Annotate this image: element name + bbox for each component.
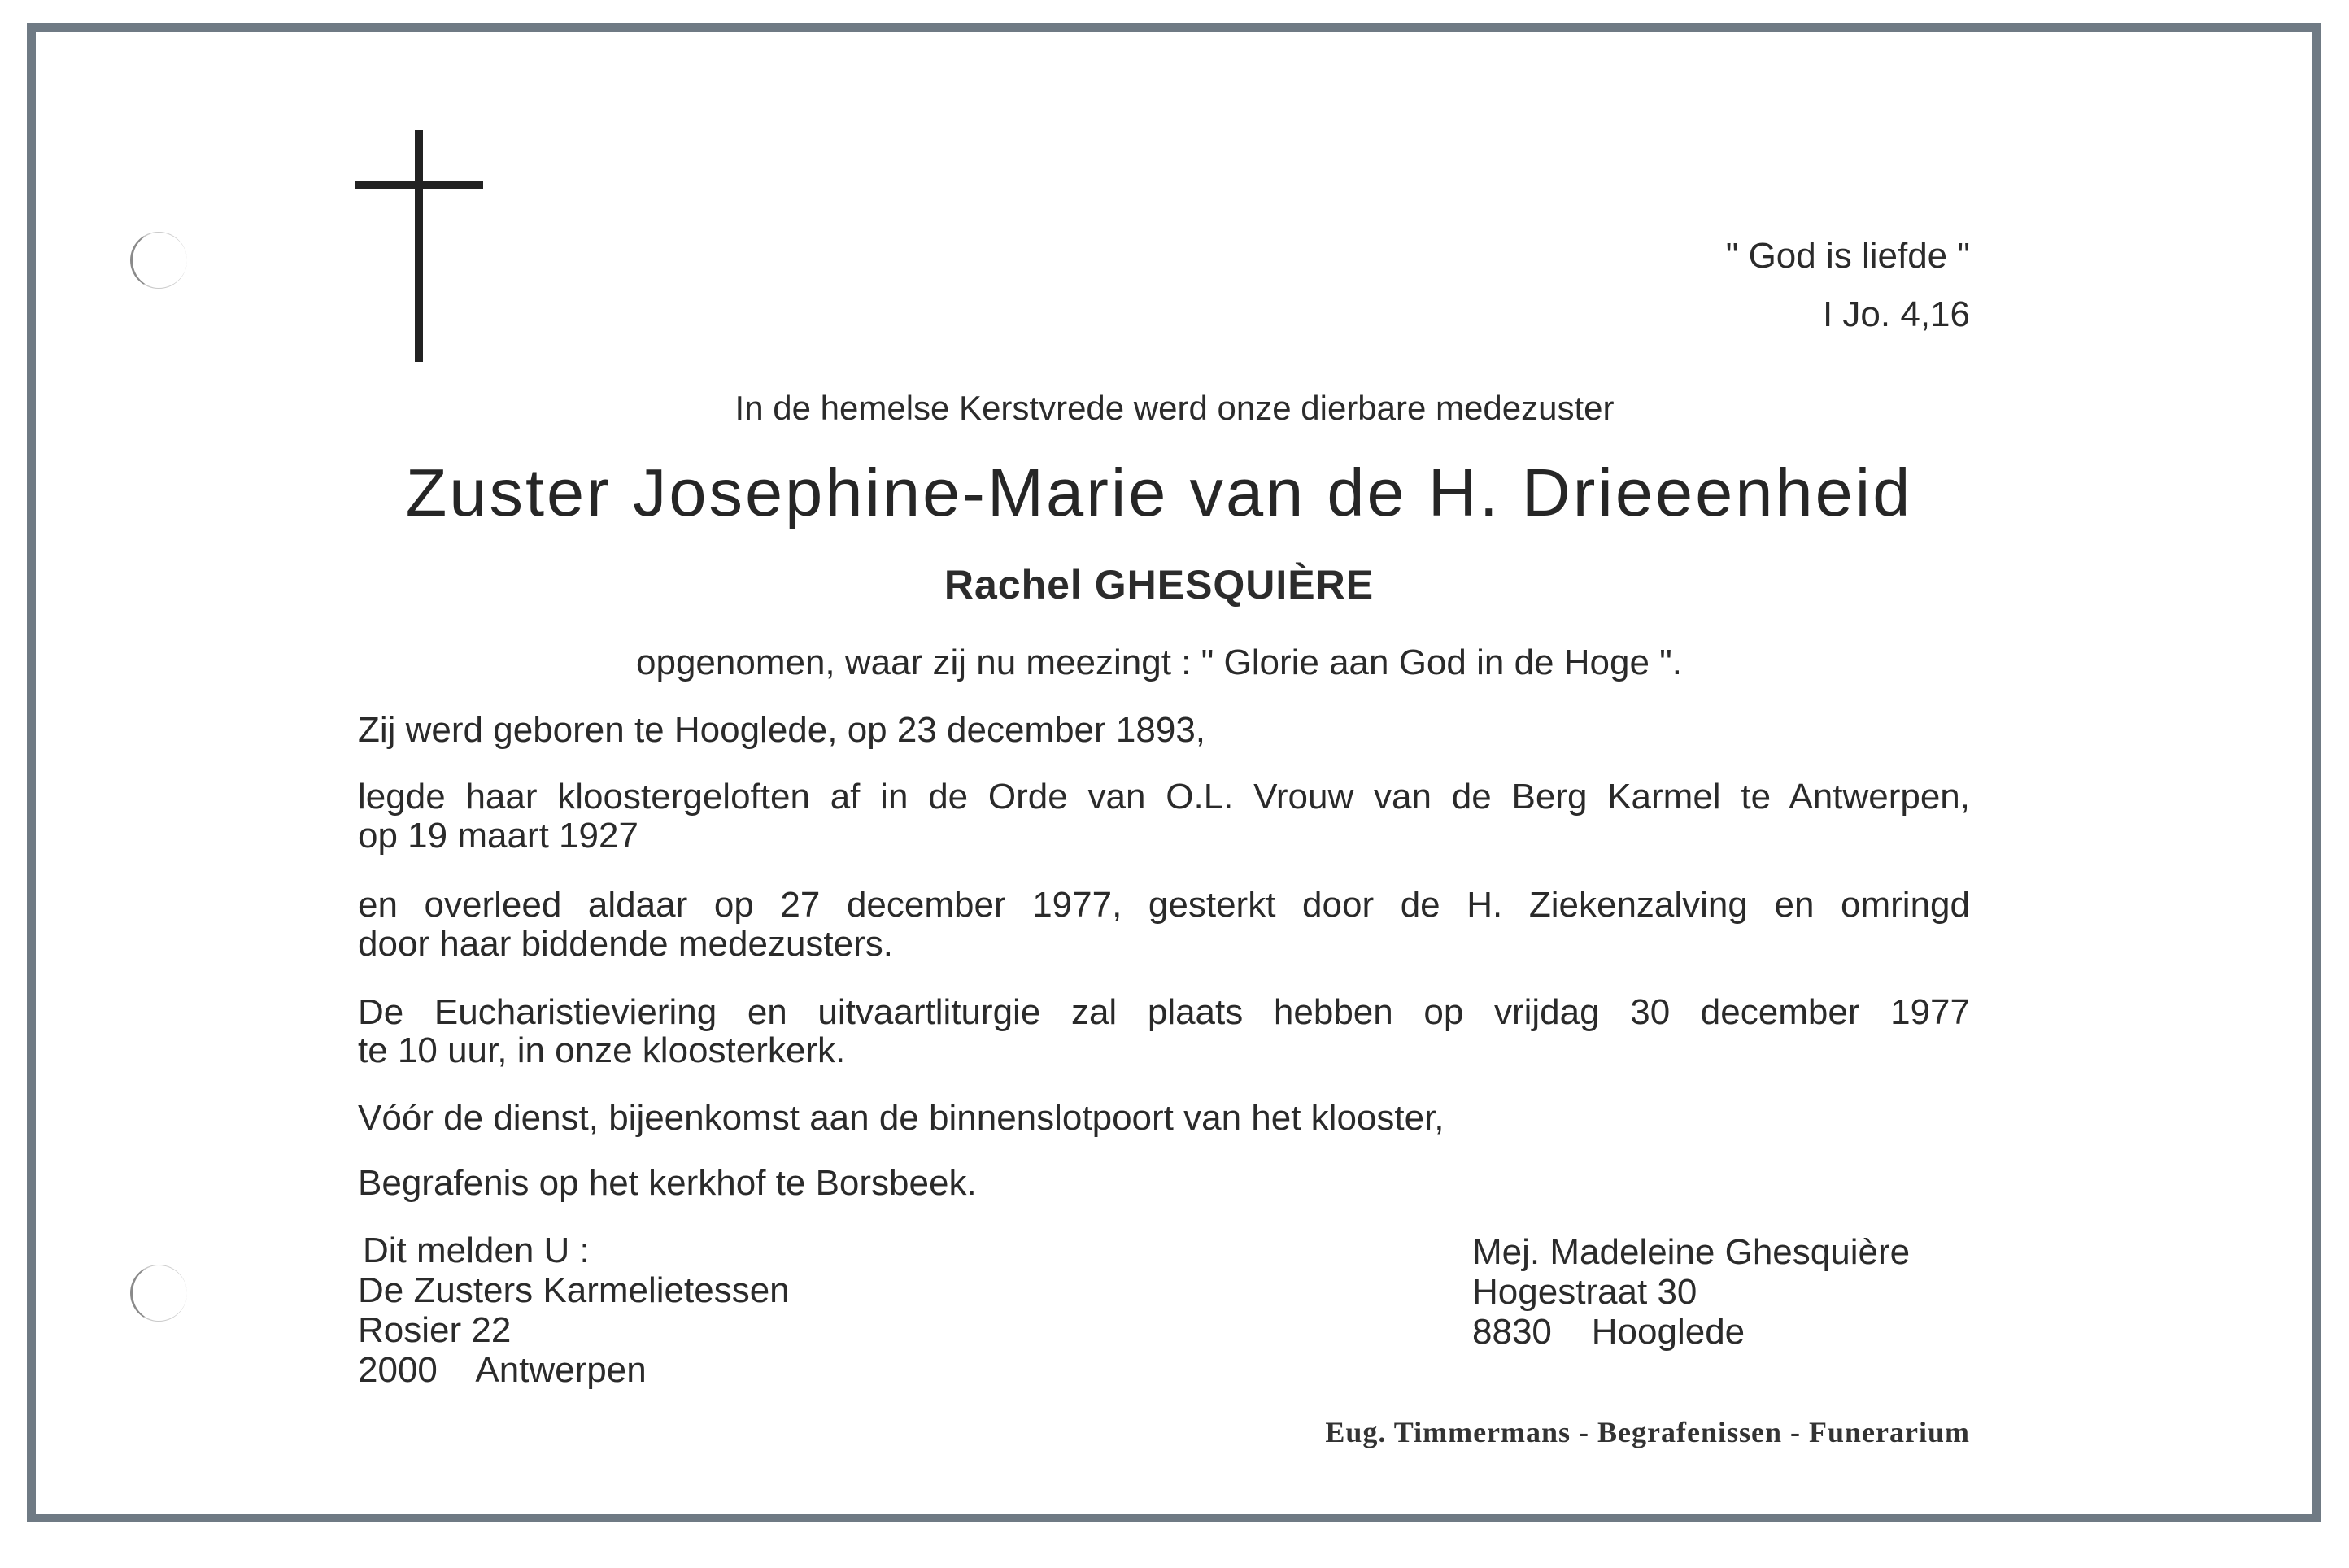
religious-name: Zuster Josephine-Marie van de H. Drieeenheid (405, 455, 1913, 530)
announcers-left-line-1: Dit melden U : (363, 1230, 590, 1270)
civil-name: Rachel GHESQUIÈRE (944, 562, 1375, 608)
intro-line: In de hemelse Kerstvrede werd onze dierbare medezuster (734, 389, 1615, 427)
born-line: Zij werd geboren te Hooglede, op 23 december 1893, (358, 710, 1206, 750)
announcers-left-line-2: De Zusters Karmelietessen (358, 1270, 790, 1310)
announcers-right (1472, 1232, 1910, 1352)
motto-reference: I Jo. 4,16 (1822, 294, 1970, 334)
announcers-right-line-2: Hogestraat 30 (1472, 1272, 1697, 1312)
mass-line-2: te 10 uur, in onze kloosterkerk. (358, 1030, 846, 1070)
announcers-left (358, 1230, 790, 1390)
announcers-left-line-3: Rosier 22 (358, 1310, 512, 1350)
gathering-line: Vóór de dienst, bijeenkomst aan de binnenslotpoort van het klooster, (358, 1098, 1445, 1138)
vows-line-1: legde haar kloostergeloften af in de Orde van O.L. Vrouw van de Berg Karmel te Antwerpen, (358, 777, 1970, 817)
cross-icon (355, 130, 483, 362)
died-line-2: door haar biddende medezusters. (358, 924, 893, 964)
printer-credit: Eug. Timmermans - Begrafenissen - Funerarium (1325, 1416, 1970, 1448)
burial-line: Begrafenis op het kerkhof te Borsbeek. (358, 1163, 977, 1203)
vows-line-2: op 19 maart 1927 (358, 816, 638, 856)
punch-hole-bottom (130, 1265, 187, 1322)
died-line-1: en overleed aldaar op 27 december 1977, gesterkt door de H. Ziekenzalving en omringd (358, 885, 1970, 925)
announcers-right-line-1: Mej. Madeleine Ghesquière (1472, 1232, 1911, 1272)
announcers-right-line-3: 8830 Hooglede (1472, 1312, 1745, 1352)
mass-line-1: De Eucharistieviering en uitvaartliturgie zal plaats hebben op vrijdag 30 december 1977 (358, 992, 1970, 1032)
received-line: opgenomen, waar zij nu meezingt : " Glorie aan God in de Hoge ". (636, 642, 1682, 682)
motto-quote: " God is liefde " (1725, 236, 1970, 276)
announcers-left-line-4: 2000 Antwerpen (358, 1350, 647, 1390)
punch-hole-top (130, 232, 187, 289)
